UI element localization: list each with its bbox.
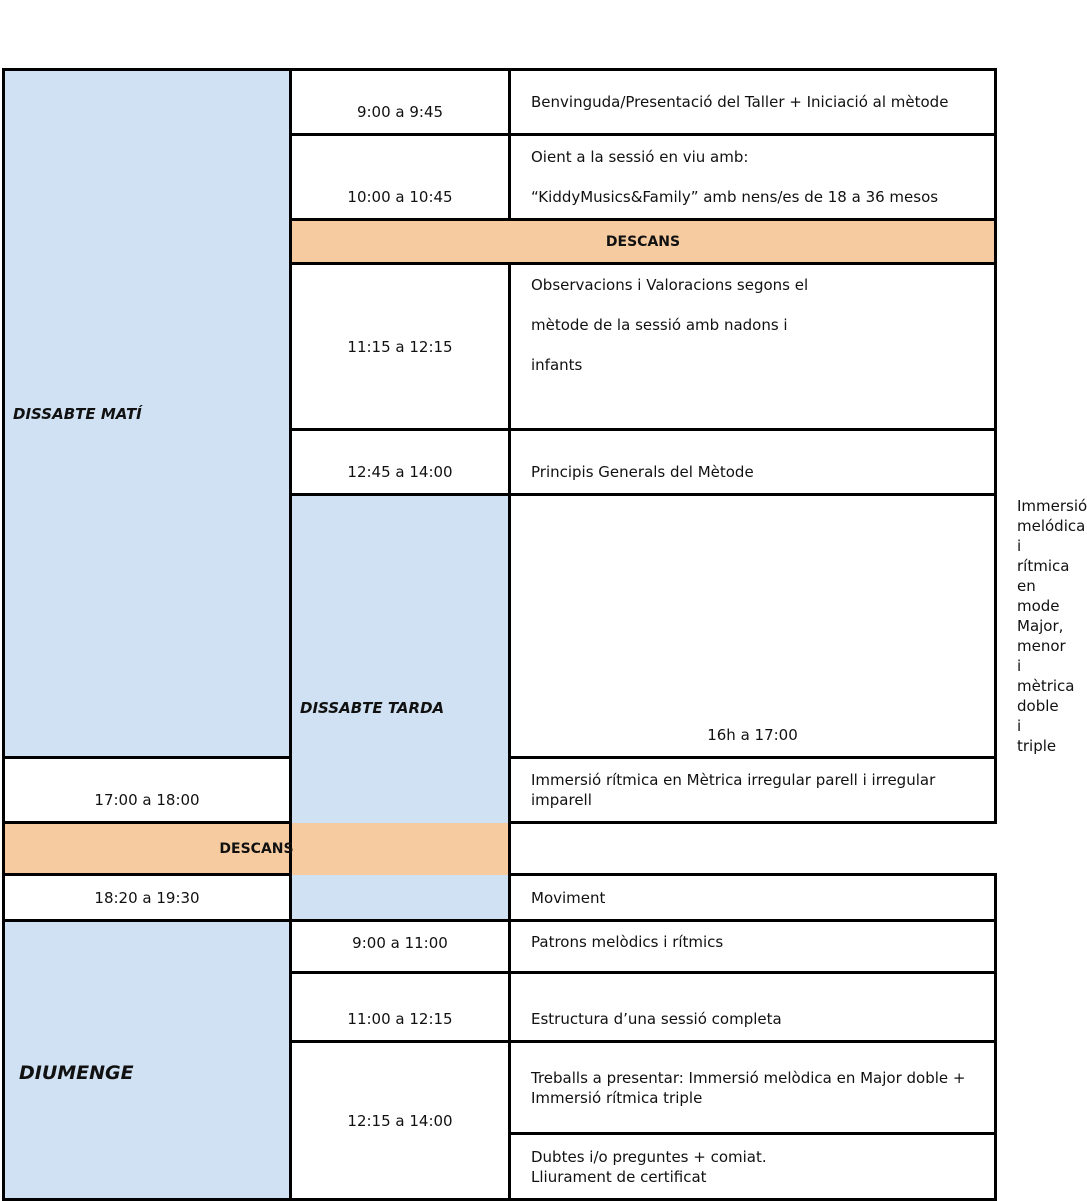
activity-text: Principis Generals del Mètode <box>531 463 754 481</box>
activity-cell <box>510 430 996 495</box>
activity-text: Benvinguda/Presentació del Taller + Iniciació al mètode <box>531 93 949 111</box>
day-label-saturday-morning: DISSABTE MATÍ <box>4 70 291 758</box>
table-row <box>4 921 996 973</box>
activity-text: Estructura d’una sessió completa <box>531 1010 782 1028</box>
activity-cell <box>510 1134 996 1200</box>
activity-text: Patrons melòdics i rítmics <box>531 933 724 951</box>
time-cell <box>291 135 510 220</box>
time-cell <box>291 921 510 973</box>
day-label-sunday: DIUMENGE <box>4 921 291 1200</box>
activity-cell <box>510 135 996 220</box>
time-text: 12:45 a 14:00 <box>347 463 453 481</box>
time-text: 18:20 a 19:30 <box>94 888 200 907</box>
time-cell <box>291 430 510 495</box>
day-label-saturday-afternoon: DISSABTE TARDA <box>291 495 510 921</box>
activity-text: Oient a la sessió en viu amb: <box>531 148 749 166</box>
table-row <box>4 70 996 135</box>
activity-cell <box>510 70 996 135</box>
time-cell <box>4 758 291 823</box>
time-text: 12:15 a 14:00 <box>347 1111 453 1130</box>
activity-text: mètode de la sessió amb nadons i <box>531 316 788 334</box>
time-cell <box>291 1042 510 1200</box>
time-cell <box>291 264 510 430</box>
time-cell <box>510 495 996 758</box>
schedule-table <box>2 68 1087 1201</box>
break-label: DESCANS <box>291 220 996 264</box>
time-text: 11:00 a 12:15 <box>347 1010 453 1028</box>
time-text: 9:00 a 9:45 <box>356 103 444 121</box>
activity-text: Dubtes i/o preguntes + comiat. <box>531 1147 767 1166</box>
table-row: DISSABTE TARDA 16h a 17:00 Immersió melódica i rítmica en mode Major, menor i mètrica doble i triple <box>4 495 996 758</box>
time-cell <box>4 875 291 921</box>
activity-cell <box>510 264 996 430</box>
activity-text: “KiddyMusics&Family” amb nens/es de 18 a 36 mesos <box>531 188 939 206</box>
time-cell <box>291 70 510 135</box>
activity-text: Immersió rítmica en Mètrica irregular parell i irregular imparell <box>531 771 936 809</box>
break-row <box>4 823 996 875</box>
time-text: 17:00 a 18:00 <box>94 791 200 809</box>
break-label: DESCANS <box>4 823 510 875</box>
time-text: 16h a 17:00 <box>707 726 798 744</box>
activity-cell <box>510 1042 996 1134</box>
activity-text: Lliurament de certificat <box>531 1167 707 1186</box>
activity-cell <box>510 921 996 973</box>
activity-text: Moviment <box>531 888 606 907</box>
activity-cell <box>510 758 996 823</box>
activity-text: Treballs a presentar: Immersió melòdica en Major doble + Immersió rítmica triple <box>531 1068 966 1107</box>
activity-text: Observacions i Valoracions segons el <box>531 276 809 294</box>
time-text: 11:15 a 12:15 <box>347 337 453 356</box>
time-cell <box>291 973 510 1042</box>
time-text: 9:00 a 11:00 <box>352 934 448 952</box>
activity-cell <box>510 973 996 1042</box>
time-text: 10:00 a 10:45 <box>347 188 453 206</box>
activity-text: infants <box>531 356 583 374</box>
activity-cell <box>510 875 996 921</box>
